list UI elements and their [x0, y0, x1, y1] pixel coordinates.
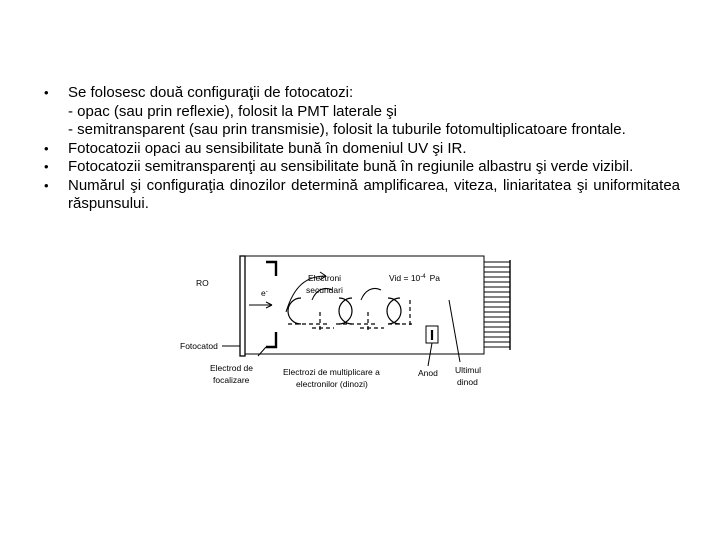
dynodes-label-2: electronilor (dinozi)	[296, 379, 368, 389]
photocathode-window	[240, 256, 245, 356]
dynode-2	[339, 298, 352, 324]
bullet-marker: •	[44, 159, 49, 174]
secondary-electrons-label-2: secundari	[306, 285, 343, 295]
bullet-text: Fotocatozii opaci au sensibilitate bună în domeniul UV şi IR.	[68, 139, 467, 157]
dynodes-label-1: Electrozi de multiplicare a	[283, 367, 380, 377]
secondary-electrons-label-1: Electroni	[308, 273, 342, 283]
bullet-text: Numărul şi configuraţia dinozilor determină amplificarea, viteza, liniaritatea şi uniformitatea răspunsului.	[68, 176, 680, 212]
vacuum-label: Vid = $10^{-4}$ Pa	[389, 273, 441, 283]
last-dynode-leader	[449, 300, 460, 362]
focus-electrode-label-1: Electrod de	[210, 363, 253, 373]
bullet-title: Se folosesc două configuraţii de fotocatozi:	[68, 84, 354, 101]
sub-item-semitransparent: - semitransparent (sau prin transmisie), folosit la tuburile fotomultiplicatoare frontale.	[68, 121, 626, 138]
tube-body	[245, 256, 484, 354]
electron-label: e-	[261, 288, 268, 298]
ro-label: RO	[196, 278, 209, 288]
dynode-3	[339, 298, 352, 324]
focus-electrode-top	[266, 262, 276, 276]
focus-leader	[258, 347, 266, 356]
connector-pins	[484, 260, 510, 350]
last-dynode-label-2: dinod	[457, 377, 478, 387]
anode-label: Anod	[418, 368, 438, 378]
focus-electrode-label-2: focalizare	[213, 375, 250, 385]
bullet-marker: •	[44, 140, 49, 156]
photocathode-label: Fotocatod	[180, 341, 218, 351]
sub-item-opaque: - opac (sau prin reflexie), folosit la PMT laterale şi	[68, 102, 398, 120]
bullet-marker: •	[44, 85, 49, 100]
last-dynode-label-1: Ultimul	[455, 365, 481, 375]
bullet-text: Fotocatozii semitransparenţi au sensibilitate bună în regiunile albastru şi verde vizibil.	[68, 158, 634, 175]
focus-electrode-bottom	[266, 332, 276, 347]
bullet-marker: •	[44, 177, 49, 193]
